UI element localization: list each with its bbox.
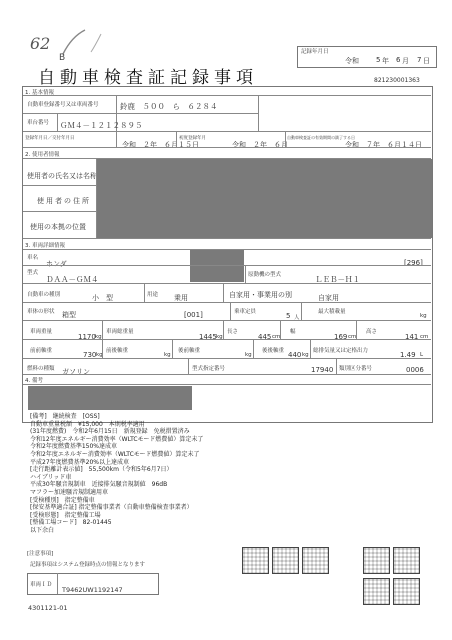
width-label: 幅 — [290, 329, 296, 335]
rear-front-axle-label: 後前軸重 — [178, 348, 201, 354]
remarks-list — [30, 413, 203, 535]
displacement-unit: L — [420, 352, 424, 358]
first-reg-value: 令和 ２年 ６月 — [232, 141, 288, 149]
length-value: 445 — [258, 333, 272, 341]
qr-code-icon — [363, 547, 390, 574]
section-user: 2. 使用者情報 — [25, 152, 60, 158]
type-number-value: 17940 — [311, 366, 334, 374]
kind-value: 小 型 — [92, 294, 113, 302]
document-title: 自動車検査証記録事項 — [38, 68, 258, 88]
model-label: 型式 — [27, 270, 39, 276]
rear-front-axle-unit: kg — [245, 352, 252, 358]
weight-value: 1170 — [78, 333, 96, 341]
gross-label: 車両総重量 — [106, 329, 134, 335]
body-code: [001] — [184, 311, 203, 319]
redacted-user-info — [97, 159, 432, 238]
width-value: 169 — [334, 333, 348, 341]
vehicle-name-value: ホンダ — [46, 260, 67, 268]
remark-line: 令和2年度燃費基準150%達成車 — [30, 443, 117, 451]
max-load-unit: kg — [420, 313, 427, 319]
remark-line: [整備工場コード] 82-01445 — [30, 519, 112, 527]
remark-line: 平成27年度燃費基準20%以上達成車 — [30, 458, 129, 466]
record-date-era: 令和 — [345, 57, 359, 65]
displacement-label: 総排気量又は定格出力 — [313, 348, 369, 354]
user-address-label: 使用者の住所 — [37, 197, 91, 205]
length-unit: cm — [272, 334, 281, 340]
weight-label: 車両重量 — [30, 329, 53, 335]
front-front-axle-label: 前前軸重 — [30, 348, 53, 354]
remark-line: 令和2年度エネルギー消費効率（WLTCモード燃費値）算定未了 — [30, 450, 200, 458]
qr-code-icon — [302, 547, 329, 574]
type-number-label: 型式指定番号 — [192, 366, 226, 372]
notice-label: [注意事項] — [27, 551, 54, 557]
remark-line: マフラー加速騒音規制適用車 — [30, 488, 109, 496]
rear-rear-axle-value: 440 — [288, 351, 302, 359]
remark-line: ハイブリッド車 — [30, 473, 72, 481]
max-load-label: 最大積載量 — [318, 309, 346, 315]
rear-rear-axle-label: 後後軸重 — [262, 348, 285, 354]
class-number-label: 類別区分番号 — [339, 366, 373, 372]
fuel-label: 燃料の種類 — [27, 366, 55, 372]
kind-label: 自動車の種別 — [27, 292, 61, 298]
redacted-vehicle-block — [190, 250, 244, 282]
body-label: 車体の形状 — [27, 309, 55, 315]
record-date-year: 5 — [376, 56, 381, 64]
vehicle-name-code: [296] — [404, 259, 423, 267]
vehicle-id-label: 車両ＩＤ — [30, 582, 53, 588]
reg-date-value: 令和 ２年 ６月１５日 — [122, 141, 199, 149]
reg-number-value: 鈴鹿 ５００ ら ６２８４ — [120, 102, 218, 111]
gross-value: 1445 — [199, 333, 217, 341]
capacity-label: 乗車定員 — [234, 309, 257, 315]
engine-label: 原動機の型式 — [248, 272, 282, 278]
qr-code-icon — [272, 547, 299, 574]
record-date-day: 7 — [417, 56, 422, 64]
front-front-axle-unit: kg — [96, 352, 103, 358]
chassis-value: ＧＭ４－１２１２８９５ — [60, 121, 143, 130]
expiry-label: 自動車検査証の有効期間の満了する日 — [287, 135, 355, 140]
qr-code-icon — [363, 578, 390, 605]
remark-line: [保安基準適合証] 指定整備事業者（自動車整備検査事業者） — [30, 504, 193, 512]
section-remarks: 4. 備考 — [25, 378, 43, 384]
purpose-value: 自家用 — [318, 294, 339, 302]
vehicle-id-value: T9462UW1192147 — [62, 586, 123, 594]
remark-line: (31年度燃費) 令和2年6月15日 新規登録 免税措置済み — [30, 428, 190, 436]
fuel-value: ガソリン — [62, 368, 90, 376]
record-date-year-unit: 年 — [382, 57, 389, 65]
reg-number-label: 自動車登録番号又は車両番号 — [27, 102, 99, 108]
remark-line: [走行距離計表示値] 55,500km（令和5年6月7日） — [30, 466, 173, 474]
height-label: 高さ — [366, 329, 378, 335]
height-unit: cm — [420, 334, 429, 340]
record-date-month: 6 — [396, 56, 401, 64]
record-date-day-unit: 日 — [423, 57, 430, 65]
remark-line: [備考] 継続検査 [OSS] — [30, 413, 100, 420]
first-reg-label: 初度登録年月 — [179, 136, 206, 141]
engine-value: ＬＥＢ－Ｈ１ — [315, 275, 360, 284]
remark-line: [受検種別] 指定整備車 — [30, 496, 95, 504]
width-unit: cm — [348, 334, 357, 340]
chassis-label: 車台番号 — [27, 120, 50, 126]
vehicle-name-label: 車名 — [27, 255, 39, 261]
notice-text: 記録事項はシステム登録時点の情報となります — [30, 562, 145, 568]
qr-code-icon — [242, 547, 269, 574]
remark-line: 令和12年度エネルギー消費効率（WLTCモード燃費値）算定未了 — [30, 435, 204, 443]
record-date-month-unit: 月 — [402, 57, 409, 65]
reg-date-label: 登録年月日／交付年月日 — [25, 136, 75, 141]
model-value: ＤＡＡ－ＧＭ４ — [46, 275, 99, 284]
b-mark: B — [59, 53, 66, 63]
redacted-remarks — [28, 386, 192, 410]
weight-unit: kg — [95, 334, 102, 340]
use-value: 乗用 — [174, 294, 188, 302]
purpose-label: 自家用・事業用の別 — [229, 291, 292, 299]
document-number: 821230001363 — [374, 77, 420, 84]
user-name-label: 使用者の氏名又は名称 — [27, 172, 97, 180]
height-value: 141 — [405, 333, 419, 341]
gross-unit: kg — [216, 334, 223, 340]
qr-code-icon — [393, 547, 420, 574]
front-rear-axle-unit: kg — [164, 352, 171, 358]
class-number-value: 0006 — [406, 366, 424, 374]
remark-line: 平成30年騒音規制車 近接排気騒音規制値 96dB — [30, 481, 168, 489]
record-date-label: 記録年月日 — [301, 49, 329, 55]
remark-line: [受検形態] 指定整備工場 — [30, 511, 101, 519]
capacity-unit: 人 — [294, 315, 300, 321]
use-label: 用途 — [147, 292, 159, 298]
capacity-value: 5 — [286, 312, 291, 320]
qr-code-icon — [393, 578, 420, 605]
rear-rear-axle-unit: kg — [302, 352, 309, 358]
handwritten-number: 62 — [30, 34, 51, 53]
front-front-axle-value: 730 — [83, 351, 97, 359]
expiry-value: 令和 ７年 ６月１４日 — [345, 141, 422, 149]
body-value: 箱型 — [62, 311, 76, 319]
user-base-label: 使用の本拠の位置 — [30, 223, 86, 231]
remark-line: 以下余白 — [30, 526, 55, 534]
section-basic: 1. 基本情報 — [25, 90, 54, 96]
displacement-value: 1.49 — [400, 351, 416, 359]
footer-code: 4301121-01 — [28, 604, 68, 612]
section-vehicle: 3. 車両詳細情報 — [25, 243, 65, 249]
length-label: 長さ — [227, 329, 239, 335]
remark-line: 自動車重量税額 ¥15,000 本則税率適用 — [30, 420, 145, 428]
front-rear-axle-label: 前後軸重 — [106, 348, 129, 354]
